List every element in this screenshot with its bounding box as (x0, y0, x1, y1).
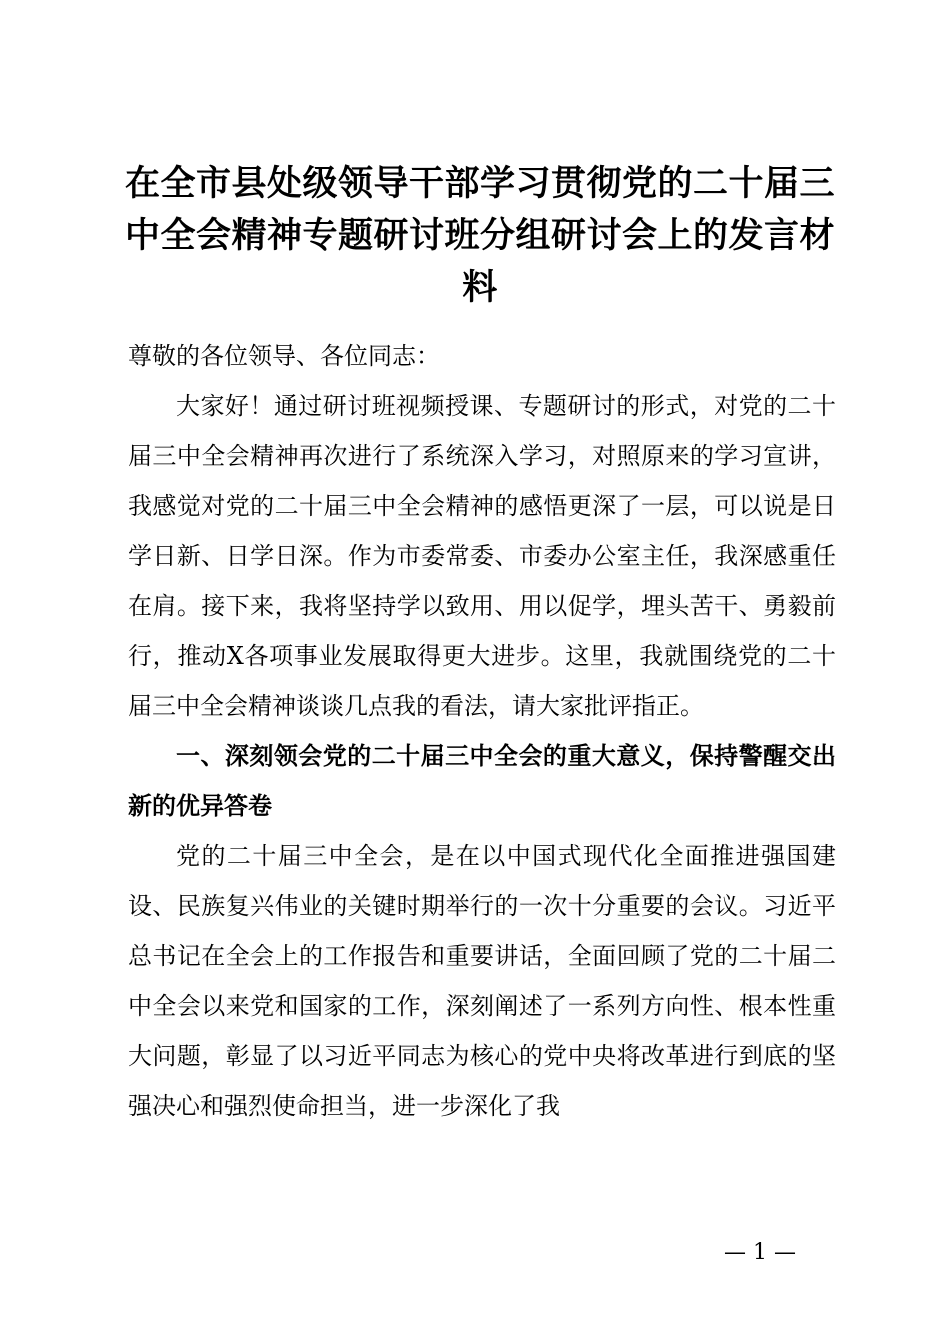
salutation: 尊敬的各位领导、各位同志： (128, 342, 440, 370)
document-body (128, 331, 836, 1131)
intro-paragraph: 大家好！通过研讨班视频授课、专题研讨的形式，对党的二十届三中全会精神再次进行了系统深入学习，对照原来的学习宣讲，我感觉对党的二十届三中全会精神的感悟更深了一层，可以说是日学日新、日学日深。作为市委常委、市委办公室主任，我深感重任在肩。接下来，我将坚持学以致用、用以促学，埋头苦干、勇毅前行，推动X各项事业发展取得更大进步。这里，我就围绕党的二十届三中全会精神谈谈几点我的看法，请大家批评指正。 (128, 392, 836, 720)
section-heading: 一、深刻领会党的二十届三中全会的重大意义，保持警醒交出新的优异答卷 (128, 742, 836, 820)
section-paragraph: 党的二十届三中全会，是在以中国式现代化全面推进强国建设、民族复兴伟业的关键时期举行的一次十分重要的会议。习近平总书记在全会上的工作报告和重要讲话，全面回顾了党的二十届二中全会以来党和国家的工作，深刻阐述了一系列方向性、根本性重大问题，彰显了以习近平同志为核心的党中央将改革进行到底的坚强决心和强烈使命担当，进一步深化了我 (128, 842, 836, 1120)
document-title: 在全市县处级领导干部学习贯彻党的二十届三中全会精神专题研讨班分组研讨会上的发言材料 (124, 164, 835, 308)
page-number: — 1 — (724, 1240, 796, 1265)
